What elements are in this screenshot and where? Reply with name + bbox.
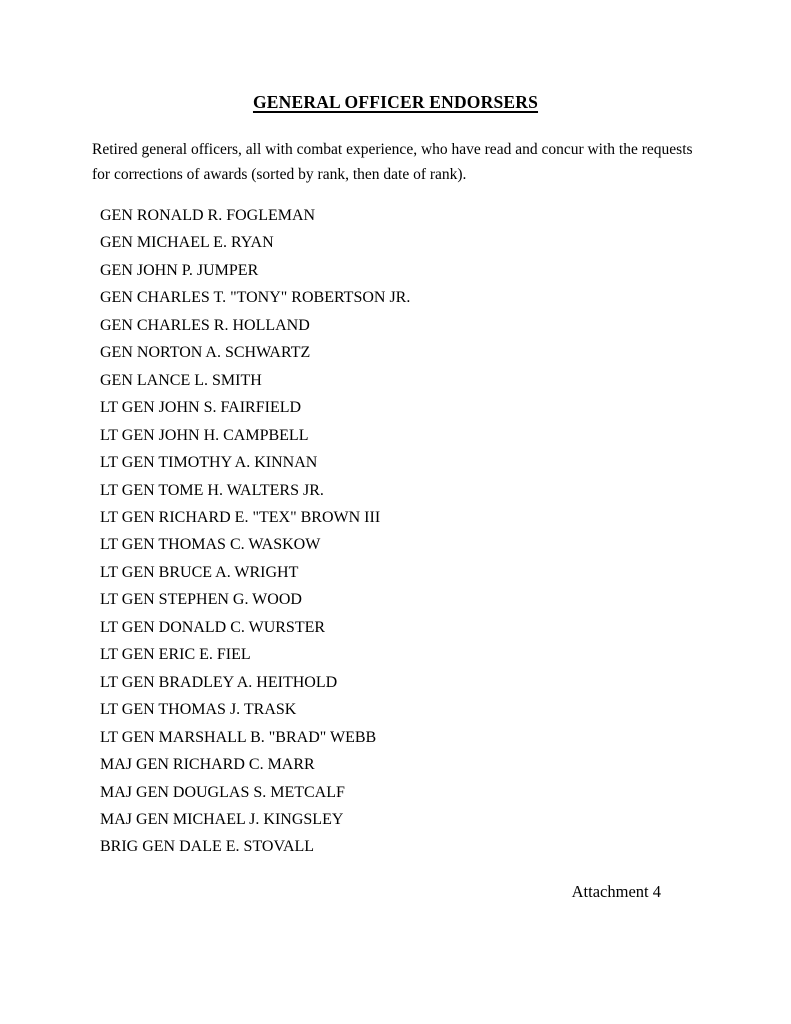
endorser-list-item: LT GEN JOHN S. FAIRFIELD	[100, 399, 302, 417]
endorser-list-item: LT GEN MARSHALL B. "BRAD" WEBB	[100, 728, 377, 746]
endorser-list-item: LT GEN TIMOTHY A. KINNAN	[100, 454, 318, 472]
endorser-list-item: GEN CHARLES T. "TONY" ROBERTSON JR.	[100, 289, 411, 307]
endorser-list-item: LT GEN TOME H. WALTERS JR.	[100, 481, 324, 499]
endorser-list-item: LT GEN DONALD C. WURSTER	[100, 618, 326, 636]
endorser-list-item: GEN JOHN P. JUMPER	[100, 261, 259, 279]
endorser-list-item: LT GEN ERIC E. FIEL	[100, 646, 251, 664]
page-title-text: GENERAL OFFICER ENDORSERS	[252, 92, 539, 112]
endorser-list-item: MAJ GEN RICHARD C. MARR	[100, 756, 315, 774]
endorser-list-item: GEN RONALD R. FOGLEMAN	[100, 207, 316, 224]
endorser-list-item: MAJ GEN MICHAEL J. KINGSLEY	[100, 810, 344, 828]
endorser-list-item: LT GEN THOMAS C. WASKOW	[100, 536, 321, 554]
endorser-list-item: LT GEN BRUCE A. WRIGHT	[100, 563, 299, 581]
endorser-list-item: GEN CHARLES R. HOLLAND	[100, 316, 310, 334]
endorser-list-item: LT GEN JOHN H. CAMPBELL	[100, 426, 309, 444]
endorser-list-item: GEN LANCE L. SMITH	[100, 371, 262, 389]
endorser-list-item: LT GEN STEPHEN G. WOOD	[100, 591, 302, 609]
endorser-list-item: LT GEN RICHARD E. "TEX" BROWN III	[100, 508, 381, 526]
endorser-list-item: LT GEN BRADLEY A. HEITHOLD	[100, 673, 338, 691]
endorser-list-item: MAJ GEN DOUGLAS S. METCALF	[100, 783, 345, 801]
endorser-list-item: LT GEN THOMAS J. TRASK	[100, 701, 297, 719]
endorser-list-item: GEN MICHAEL E. RYAN	[100, 234, 274, 252]
page-title	[0, 0, 791, 113]
endorser-list	[100, 202, 791, 861]
intro-paragraph: Retired general officers, all with combat experience, who have read and concur with the requests for corrections of awards (sorted by rank, then date of rank).	[92, 141, 693, 183]
attachment-label: Attachment 4	[571, 882, 661, 901]
endorser-list-item: BRIG GEN DALE E. STOVALL	[100, 838, 315, 856]
endorser-list-item: GEN NORTON A. SCHWARTZ	[100, 344, 311, 362]
